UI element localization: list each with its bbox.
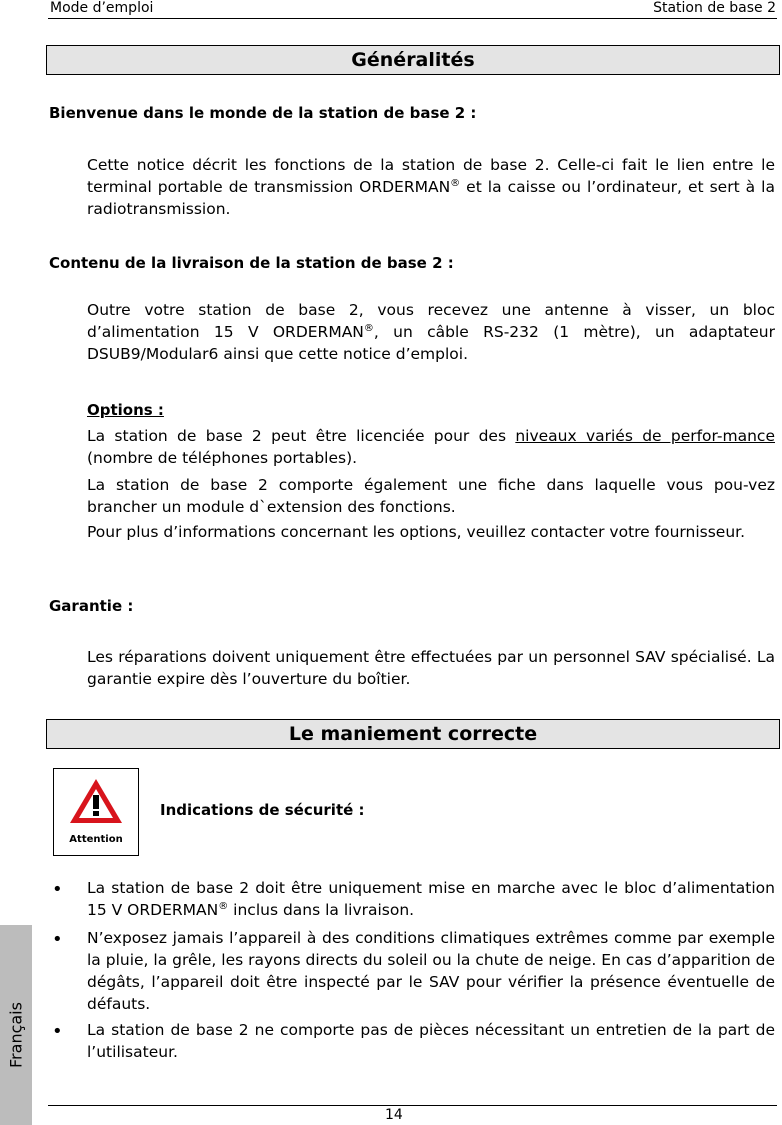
safety-item-3: La station de base 2 ne comporte pas de pièces nécessitant un entretien de la part de l’utilisateur. bbox=[87, 1021, 775, 1061]
attention-label: Attention bbox=[69, 834, 123, 845]
welcome-heading: Bienvenue dans le monde de la station de base 2 : bbox=[49, 104, 477, 122]
language-tab bbox=[0, 925, 32, 1125]
options-title: Options : bbox=[87, 401, 164, 419]
header-right: Station de base 2 bbox=[653, 0, 776, 16]
safety-item-1: La station de base 2 doit être uniquement mise en marche avec le bloc d’alimentation 15 V ORDERMAN® inclus dans la livraison. bbox=[87, 879, 775, 919]
bullet-2: • bbox=[52, 929, 63, 950]
section-title-generalites: Généralités bbox=[46, 45, 780, 75]
bullet-1: • bbox=[52, 879, 63, 900]
page-number: 14 bbox=[385, 1107, 403, 1123]
options-paragraph-3: Pour plus d’informations concernant les options, veuillez contacter votre fournisseur. bbox=[87, 523, 746, 541]
header-rule bbox=[48, 18, 777, 19]
options-paragraph-1: La station de base 2 peut être licenciée pour des niveaux variés de perfor-mance (nombre de téléphones portables). bbox=[87, 427, 775, 467]
warranty-heading: Garantie : bbox=[49, 597, 134, 615]
header-left: Mode d’emploi bbox=[50, 0, 154, 16]
attention-sign bbox=[53, 768, 139, 856]
footer-rule bbox=[48, 1105, 777, 1106]
warranty-paragraph: Les réparations doivent uniquement être effectuées par un personnel SAV spécialisé. La garantie expire dès l’ouverture du boîtier. bbox=[87, 648, 775, 688]
safety-heading: Indications de sécurité : bbox=[160, 801, 365, 819]
options-paragraph-2: La station de base 2 comporte également une fiche dans laquelle vous pou-vez brancher un module d`extension des fonctions. bbox=[87, 476, 775, 516]
welcome-paragraph: Cette notice décrit les fonctions de la station de base 2. Celle-ci fait le lien entre le terminal portable de transmission ORDERMAN® et la caisse ou l’ordinateur, et sert à la radiotransmission. bbox=[87, 156, 775, 218]
contents-paragraph: Outre votre station de base 2, vous recevez une antenne à visser, un bloc d’alimentation 15 V ORDERMAN®, un câble RS-232 (1 mètre), un adaptateur DSUB9/Modular6 ainsi que cette notice d’emploi. bbox=[87, 301, 775, 363]
contents-heading: Contenu de la livraison de la station de base 2 : bbox=[49, 254, 454, 272]
warning-triangle-icon bbox=[68, 777, 124, 825]
section-title-maniement: Le maniement correcte bbox=[46, 719, 780, 749]
bullet-3: • bbox=[52, 1021, 63, 1042]
safety-item-2: N’exposez jamais l’appareil à des conditions climatiques extrêmes comme par exemple la pluie, la grêle, les rayons directs du soleil ou la chute de neige. En cas d’apparition de dégâts, l’appareil doit être inspecté par le SAV pour vérifier la présence éventuelle de défauts. bbox=[87, 929, 775, 1013]
language-tab-label: Français bbox=[6, 1002, 26, 1068]
